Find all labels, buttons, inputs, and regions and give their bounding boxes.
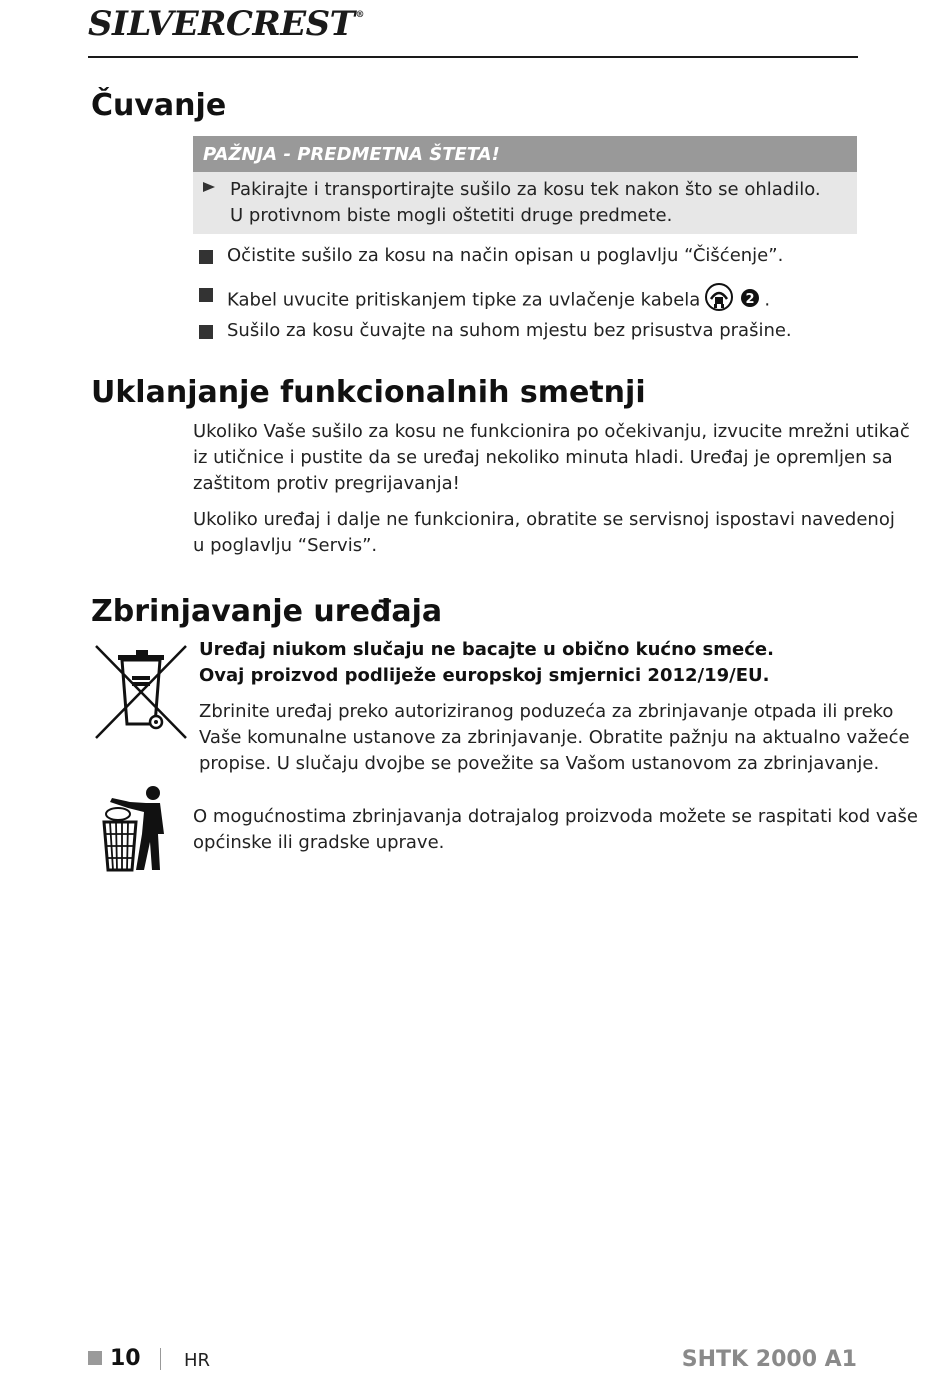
- crossed-bin-weee-icon: [92, 642, 190, 742]
- disposal-paragraph: [199, 699, 910, 777]
- brand-word-crest: CREST: [225, 4, 355, 44]
- bullet-square-icon: [199, 288, 213, 302]
- warning-box: [193, 136, 857, 234]
- page-number: 10: [110, 1346, 141, 1371]
- footer-model: SHTK 2000 A1: [681, 1347, 857, 1372]
- arrow-icon: [203, 182, 215, 192]
- troubleshooting-paragraph: [193, 419, 910, 497]
- paragraph-line: propise. U slučaju dvojbe se povežite sa Vašom ustanovom za zbrinjavanje.: [199, 753, 880, 774]
- packaging-paragraph: [193, 804, 918, 856]
- paragraph-line: iz utičnice i pustite da se uređaj nekoliko minuta hladi. Uređaj je opremljen sa: [193, 447, 893, 468]
- section-title-disposal: Zbrinjavanje uređaja: [91, 594, 443, 629]
- bullet-text: Sušilo za kosu čuvajte na suhom mjestu bez prisustva prašine.: [227, 320, 792, 341]
- warning-line: Pakirajte i transportirajte sušilo za kosu tek nakon što se ohladilo.: [230, 179, 821, 200]
- paragraph-line: O mogućnostima zbrinjavanja dotrajalog proizvoda možete se raspitati kod vaše: [193, 806, 919, 827]
- footer-divider: [160, 1348, 161, 1370]
- bullet-text-main: Kabel uvucite pritiskanjem tipke za uvlačenje kabela: [227, 289, 701, 311]
- bullet-square-icon: [199, 250, 213, 264]
- bold-line: Uređaj niukom slučaju ne bacajte u obično kućno smeće.: [199, 639, 774, 660]
- bullet-suffix: .: [764, 289, 771, 311]
- reference-number: 2: [745, 292, 755, 307]
- bullet-text: Očistite sušilo za kosu na način opisan u poglavlju “Čišćenje”.: [227, 245, 784, 266]
- section-title-storage: Čuvanje: [91, 88, 227, 123]
- paragraph-line: Ukoliko Vaše sušilo za kosu ne funkcionira po očekivanju, izvucite mrežni utikač: [193, 421, 910, 442]
- bullet-text: [227, 283, 770, 318]
- disposal-warning: [199, 637, 774, 689]
- paragraph-line: Zbrinite uređaj preko autoriziranog poduzeća za zbrinjavanje otpada ili preko: [199, 701, 894, 722]
- troubleshooting-paragraph-2: [193, 507, 895, 559]
- registered-mark: ®: [355, 10, 364, 20]
- warning-line: U protivnom biste mogli oštetiti druge predmete.: [230, 205, 673, 226]
- bold-line: Ovaj proizvod podliježe europskoj smjernici 2012/19/EU.: [199, 665, 770, 686]
- cord-rewind-icon-group: [704, 283, 764, 318]
- paragraph-line: zaštitom protiv pregrijavanja!: [193, 473, 460, 494]
- paragraph-line: Ukoliko uređaj i dalje ne funkcionira, obratite se servisnoj ispostavi navedenoj: [193, 509, 895, 530]
- brand-logo: [88, 4, 364, 44]
- footer-square-icon: [88, 1351, 102, 1365]
- bullet-square-icon: [199, 325, 213, 339]
- recycle-person-bin-icon: [98, 784, 172, 872]
- warning-text: [230, 177, 821, 229]
- brand-word-silver: SILVER: [88, 4, 226, 44]
- header-rule: [88, 56, 858, 58]
- section-title-troubleshooting: Uklanjanje funkcionalnih smetnji: [91, 375, 646, 410]
- footer-language: HR: [184, 1350, 211, 1371]
- paragraph-line: Vaše komunalne ustanove za zbrinjavanje. Obratite pažnju na aktualno važeće: [199, 727, 910, 748]
- paragraph-line: u poglavlju “Servis”.: [193, 535, 378, 556]
- paragraph-line: općinske ili gradske uprave.: [193, 832, 445, 853]
- cord-rewind-button-icon: [704, 283, 764, 313]
- warning-title: PAŽNJA - PREDMETNA ŠTETA!: [193, 136, 857, 172]
